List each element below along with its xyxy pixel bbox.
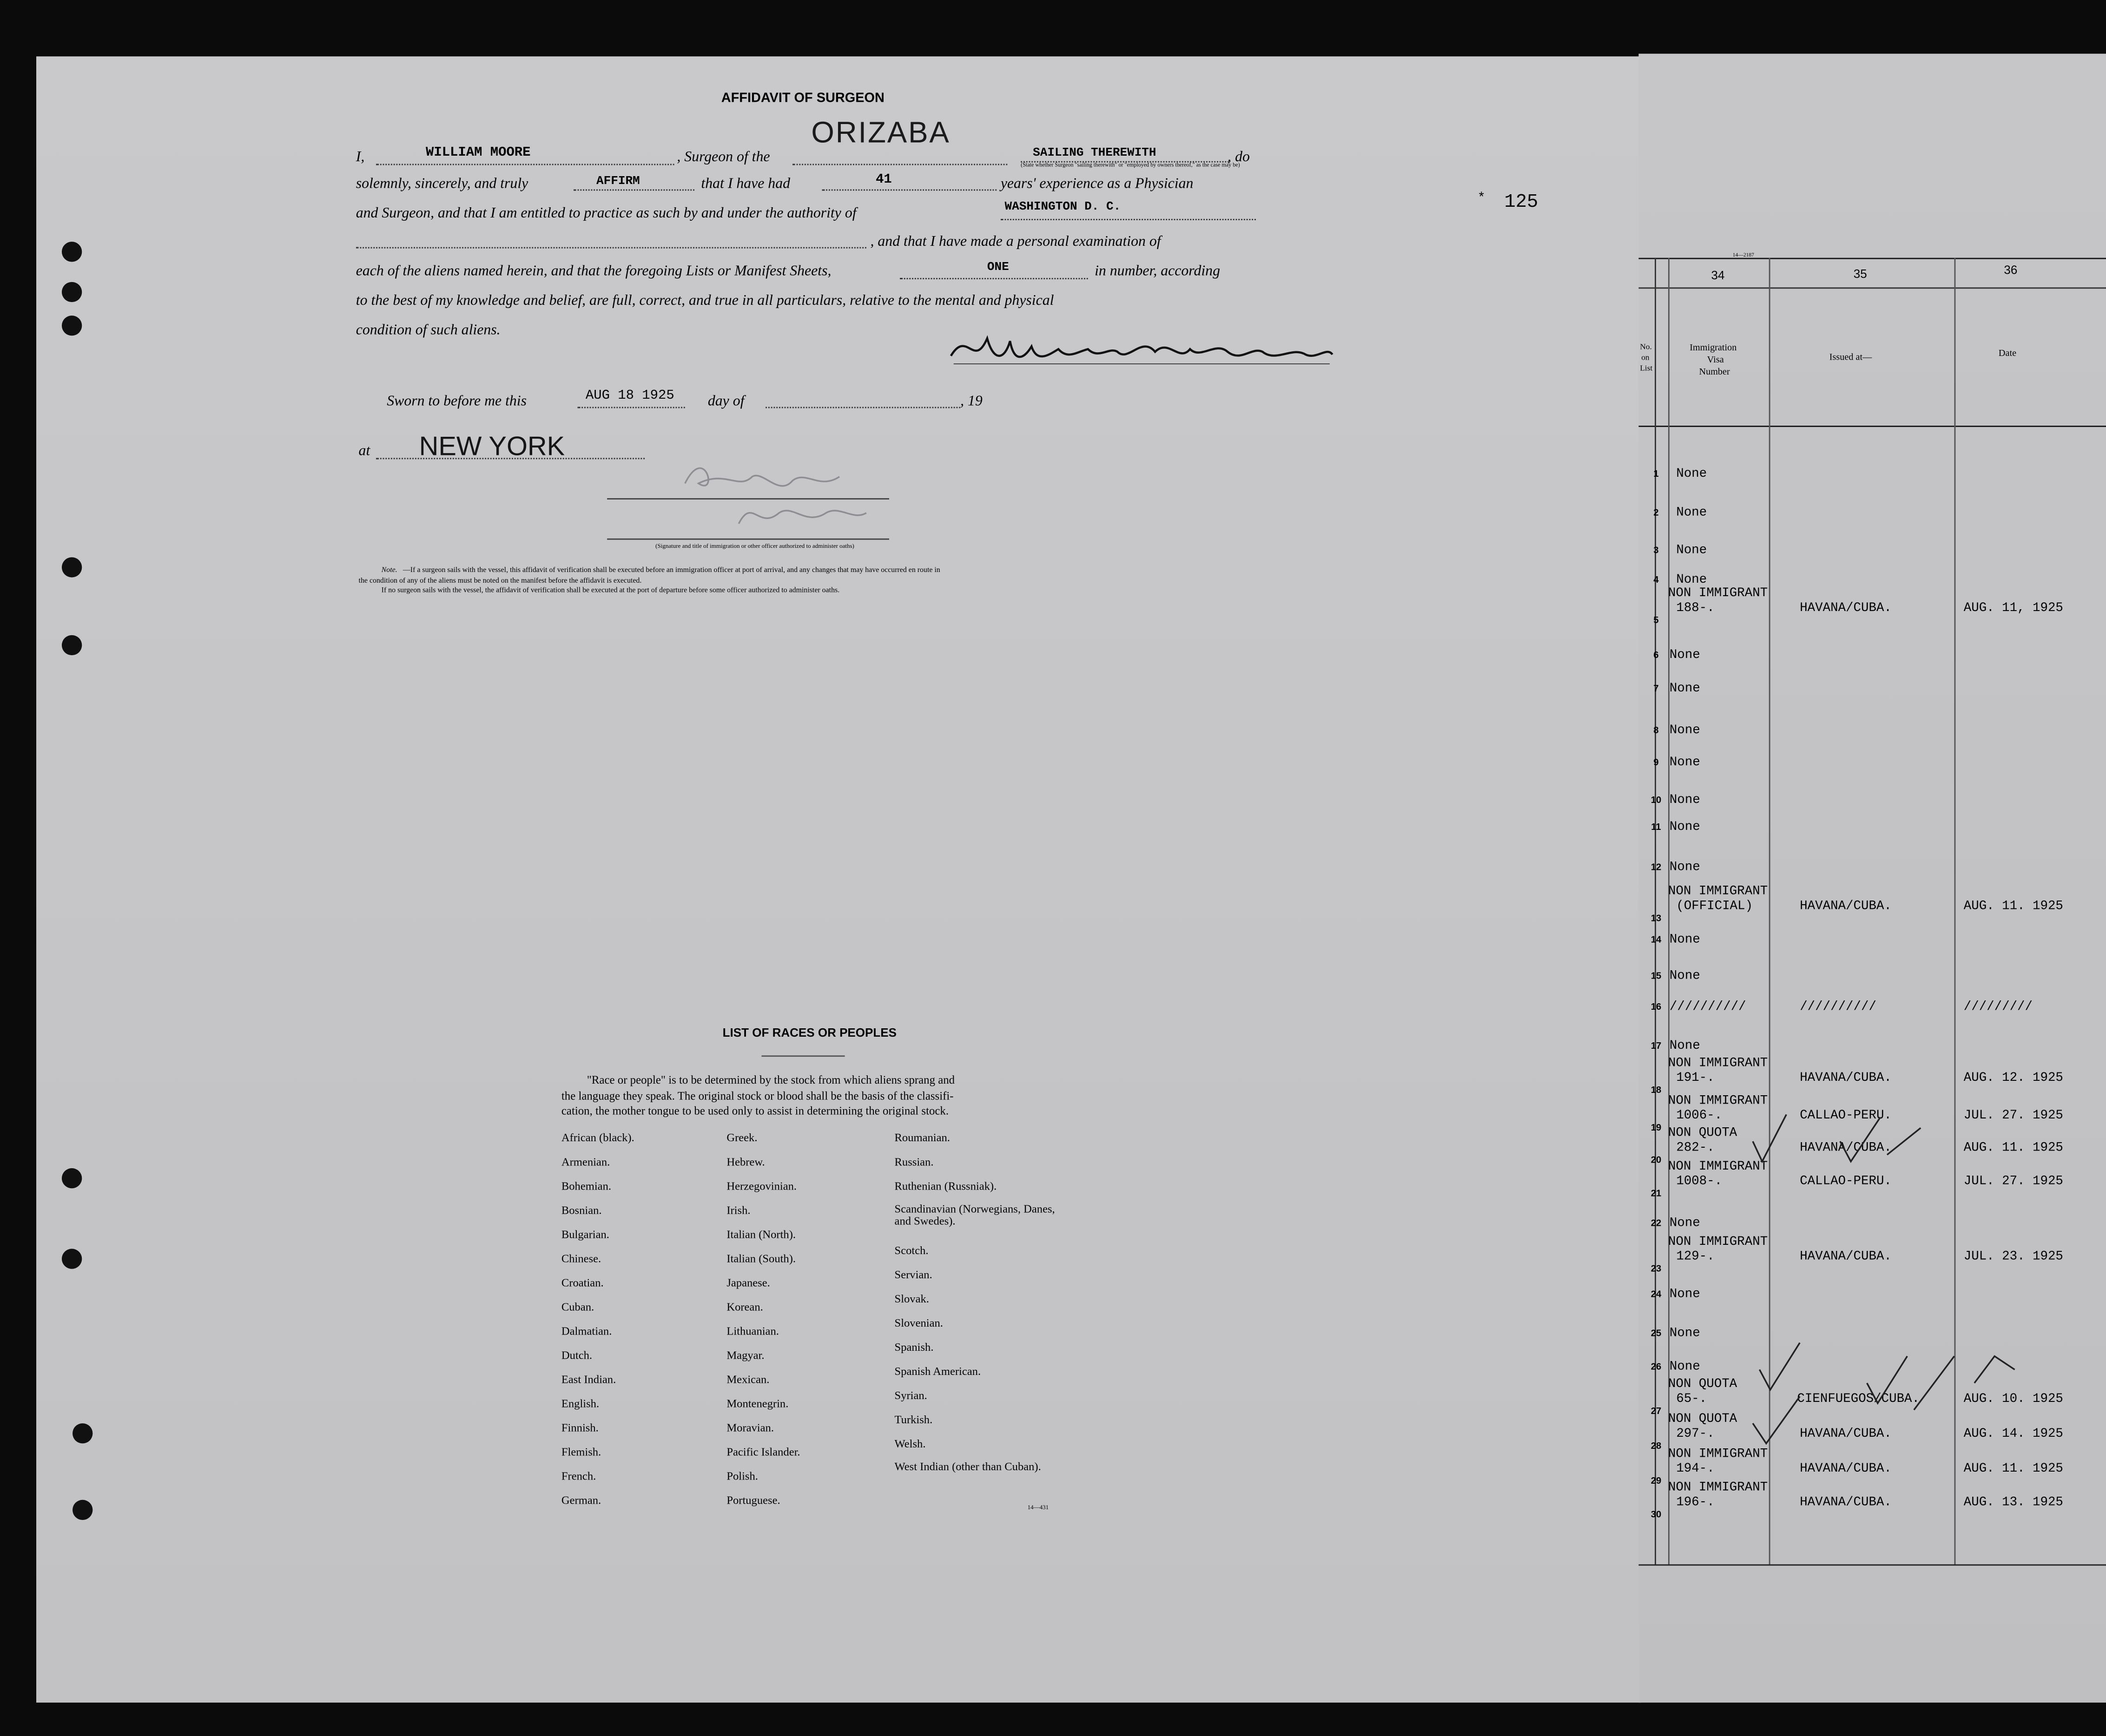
visa-number: None <box>1676 572 1707 587</box>
note-line-3: If no surgeon sails with the vessel, the affidavit of verification shall be executed at the port of departure before some officer authorized to administer oaths. <box>381 586 840 595</box>
race-item: Moravian. <box>726 1420 774 1434</box>
visa-type: NON IMMIGRANT <box>1668 585 1768 600</box>
row-number: 8 <box>1653 726 1659 736</box>
race-item: Scotch. <box>894 1243 929 1257</box>
row-number: 15 <box>1650 972 1662 982</box>
manifest-count: ONE <box>987 260 1009 274</box>
years-experience: 41 <box>876 173 892 188</box>
row-number: 26 <box>1650 1363 1662 1373</box>
visa-number: None <box>1669 755 1700 769</box>
visa-number: None <box>1676 466 1707 481</box>
race-item: Flemish. <box>561 1445 601 1459</box>
affidavit-line2-prefix: solemnly, sincerely, and truly <box>356 176 528 192</box>
visa-number: 191-. <box>1676 1070 1715 1085</box>
visa-number: None <box>1669 932 1700 947</box>
visa-type: NON QUOTA <box>1668 1376 1737 1391</box>
binder-hole <box>73 1423 92 1443</box>
row-number: 16 <box>1650 1003 1662 1013</box>
race-item: Lithuanian. <box>726 1324 779 1338</box>
issued-at: HAVANA/CUBA. <box>1800 1460 1892 1476</box>
affidavit-line5: each of the aliens named herein, and that the foregoing Lists or Manifest Sheets, <box>356 263 832 280</box>
race-item: Bosnian. <box>561 1203 602 1217</box>
row-number: 11 <box>1651 823 1661 833</box>
visa-date: AUG. 12. 1925 <box>1963 1070 2063 1085</box>
affidavit-line3: and Surgeon, and that I am entitled to practice as such by and under the authority of <box>356 205 857 222</box>
visa-type: NON IMMIGRANT <box>1668 883 1768 899</box>
races-intro-3: cation, the mother tongue to be used only to assist in determining the original stock. <box>561 1104 949 1118</box>
surgeon-name: WILLIAM MOORE <box>426 146 531 161</box>
col34-header-3: Number <box>1699 366 1730 378</box>
issued-at: HAVANA/CUBA. <box>1800 600 1892 615</box>
visa-number: 297-. <box>1676 1426 1715 1441</box>
issued-at: HAVANA/CUBA. <box>1800 898 1892 913</box>
note-line-1: —If a surgeon sails with the vessel, this affidavit of verification shall be executed before an immigration officer at port of arrival, and any changes that may have occurred en route in <box>403 566 940 575</box>
visa-number: None <box>1669 1038 1700 1053</box>
visa-number: None <box>1676 542 1707 558</box>
binder-hole <box>62 282 82 302</box>
surgeon-signature <box>940 322 1343 376</box>
visa-number: 1006-. <box>1676 1108 1723 1123</box>
row-number: 30 <box>1650 1510 1662 1520</box>
race-item: Armenian. <box>561 1155 610 1169</box>
visa-number: None <box>1669 1325 1700 1340</box>
issued-at: HAVANA/CUBA. <box>1800 1494 1892 1510</box>
row-number: 23 <box>1650 1265 1662 1275</box>
race-item: Spanish American. <box>894 1364 981 1378</box>
race-item: Turkish. <box>894 1412 933 1426</box>
races-col-1 <box>561 1131 709 1517</box>
ship-name: ORIZABA <box>811 115 951 149</box>
affirm-verb: AFFIRM <box>596 174 640 188</box>
visa-type: NON IMMIGRANT <box>1668 1234 1768 1249</box>
race-item: Cuban. <box>561 1300 594 1314</box>
issued-at: HAVANA/CUBA. <box>1800 1249 1892 1264</box>
race-item: Chinese. <box>561 1251 601 1265</box>
manifest-form-code: 14—2187 <box>1732 251 1754 258</box>
race-item: Portuguese. <box>726 1493 780 1507</box>
affidavit-line2-end: years' experience as a Physician <box>1000 176 1194 192</box>
race-item: Finnish. <box>561 1420 599 1434</box>
races-col-2 <box>726 1131 874 1517</box>
race-item: Italian (North). <box>726 1227 796 1241</box>
row-number: 20 <box>1650 1156 1662 1166</box>
sworn-end: , 19 <box>960 393 983 410</box>
visa-number: None <box>1669 722 1700 737</box>
col35-number: 35 <box>1853 267 1867 281</box>
race-item: Irish. <box>726 1203 751 1217</box>
official-signature <box>658 443 886 537</box>
row-number: 28 <box>1650 1442 1662 1452</box>
visa-date: AUG. 11, 1925 <box>1963 600 2063 615</box>
race-item: Greek. <box>726 1131 758 1144</box>
row-number: 6 <box>1653 651 1659 661</box>
affidavit-line7: condition of such aliens. <box>356 322 501 339</box>
issued-at: HAVANA/CUBA. <box>1800 1426 1892 1441</box>
visa-type: NON IMMIGRANT <box>1668 1158 1768 1174</box>
affidavit-line1-prefix: I, <box>356 149 365 165</box>
race-item: Japanese. <box>726 1276 770 1289</box>
race-item: French. <box>561 1469 596 1483</box>
race-item: Welsh. <box>894 1436 926 1450</box>
row-number: 7 <box>1653 684 1659 694</box>
race-item: Korean. <box>726 1300 763 1314</box>
sworn-date: AUG 18 1925 <box>585 389 674 404</box>
mark-dot: * <box>1477 192 1486 207</box>
races-col-3 <box>895 1131 1063 1493</box>
sworn-prefix: Sworn to before me this <box>387 393 527 410</box>
affidavit-line4: , and that I have made a personal examination of <box>870 233 1161 250</box>
visa-date: JUL. 27. 1925 <box>1963 1108 2063 1123</box>
sailing-status: SAILING THEREWITH <box>1033 146 1156 160</box>
visa-number: (OFFICIAL) <box>1676 898 1753 913</box>
visa-number: None <box>1669 859 1700 875</box>
visa-date: AUG. 10. 1925 <box>1963 1391 2063 1406</box>
row-number: 27 <box>1650 1407 1662 1417</box>
binder-hole <box>62 635 82 655</box>
visa-type: NON QUOTA <box>1668 1125 1737 1140</box>
row-number: 24 <box>1650 1290 1662 1300</box>
col36-header: Date <box>1998 348 2017 359</box>
affidavit-title: AFFIDAVIT OF SURGEON <box>721 91 885 106</box>
no-on-list-1: No. <box>1640 343 1652 352</box>
visa-type: NON IMMIGRANT <box>1668 1055 1768 1071</box>
visa-date: JUL. 27. 1925 <box>1963 1173 2063 1189</box>
row-number: 4 <box>1653 576 1659 585</box>
binder-hole <box>62 557 82 577</box>
row-number: 25 <box>1650 1329 1662 1339</box>
col35-header: Issued at— <box>1829 352 1872 363</box>
visa-date: AUG. 13. 1925 <box>1963 1494 2063 1510</box>
race-item: West Indian (other than Cuban). <box>894 1460 1041 1473</box>
visa-number: None <box>1676 505 1707 520</box>
sworn-place: NEW YORK <box>419 432 565 462</box>
visa-type: NON IMMIGRANT <box>1668 1480 1768 1495</box>
col34-number: 34 <box>1711 268 1725 282</box>
page-number: 125 <box>1504 192 1538 214</box>
visa-date: JUL. 23. 1925 <box>1963 1249 2063 1264</box>
race-item: Italian (South). <box>726 1251 796 1265</box>
race-item: African (black). <box>561 1131 634 1144</box>
sailing-note: (State whether Surgeon "sailing therewith" or "employed by owners thereof," as the case may be) <box>1021 161 1240 168</box>
no-on-list-2: on <box>1641 354 1650 363</box>
race-item: Russian. <box>894 1155 934 1169</box>
row-number: 1 <box>1653 470 1659 480</box>
row-number: 22 <box>1650 1219 1662 1229</box>
note-line-2: the condition of any of the aliens must be noted on the manifest before the affidavit is executed. <box>358 577 642 585</box>
race-item: Croatian. <box>561 1276 604 1289</box>
row-number: 10 <box>1650 796 1662 806</box>
issued-at: CIENFUEGOS/CUBA. <box>1797 1391 1920 1406</box>
visa-date: AUG. 11. 1925 <box>1963 1460 2063 1476</box>
race-item: East Indian. <box>561 1372 616 1386</box>
row-number: 17 <box>1650 1042 1662 1052</box>
no-on-list-3: List <box>1640 365 1653 374</box>
row-number: 19 <box>1650 1124 1662 1133</box>
binder-hole <box>62 1168 82 1188</box>
official-caption: (Signature and title of immigration or other officer authorized to administer oaths) <box>655 542 854 549</box>
binder-hole <box>73 1500 92 1520</box>
visa-number: ////////// <box>1669 999 1746 1014</box>
row-number: 2 <box>1653 509 1659 519</box>
authority: WASHINGTON D. C. <box>1004 200 1121 214</box>
visa-number: 196-. <box>1676 1494 1715 1510</box>
visa-number: None <box>1669 647 1700 662</box>
visa-number: None <box>1669 1215 1700 1230</box>
visa-date: AUG. 14. 1925 <box>1963 1426 2063 1441</box>
race-item: Ruthenian (Russniak). <box>894 1179 997 1193</box>
visa-number: 194-. <box>1676 1460 1715 1476</box>
at-prefix: at <box>358 443 370 460</box>
visa-number: None <box>1669 792 1700 807</box>
sworn-mid: day of <box>707 393 745 410</box>
visa-number: None <box>1669 819 1700 834</box>
row-number: 29 <box>1650 1477 1662 1486</box>
race-item: Roumanian. <box>894 1131 950 1144</box>
visa-number: None <box>1669 1359 1700 1374</box>
row-number: 3 <box>1653 546 1659 556</box>
issued-at: CALLAO-PERU. <box>1800 1173 1892 1189</box>
row-number: 21 <box>1650 1190 1662 1199</box>
affidavit-line1-mid: , Surgeon of the <box>677 149 770 165</box>
races-title: LIST OF RACES OR PEOPLES <box>722 1026 897 1039</box>
issued-at: ////////// <box>1800 999 1876 1014</box>
visa-date: AUG. 11. 1925 <box>1963 1140 2063 1155</box>
visa-number: 65-. <box>1676 1391 1707 1406</box>
races-form-code: 14—431 <box>1027 1504 1049 1511</box>
visa-number: None <box>1669 1286 1700 1302</box>
visa-number: 282-. <box>1676 1140 1715 1155</box>
col34-header-2: Visa <box>1707 354 1724 365</box>
visa-type: NON IMMIGRANT <box>1668 1446 1768 1461</box>
row-number: 18 <box>1650 1086 1662 1096</box>
row-number: 13 <box>1650 914 1662 924</box>
race-item: Syrian. <box>894 1388 927 1402</box>
race-item: Magyar. <box>726 1348 765 1362</box>
col36-number: 36 <box>2004 263 2018 277</box>
visa-type: NON QUOTA <box>1668 1411 1737 1426</box>
race-item: Montenegrin. <box>726 1396 789 1410</box>
race-item: Servian. <box>894 1267 932 1281</box>
row-number: 9 <box>1653 758 1659 768</box>
race-item: Herzegovinian. <box>726 1179 797 1193</box>
race-item: Bulgarian. <box>561 1227 609 1241</box>
race-item: Slovak. <box>894 1291 929 1305</box>
race-item: Scandinavian (Norwegians, Danes, and Swedes). <box>894 1202 1055 1228</box>
issued-at: HAVANA/CUBA. <box>1800 1070 1892 1085</box>
visa-number: 1008-. <box>1676 1173 1723 1189</box>
race-item: Bohemian. <box>561 1179 612 1193</box>
visa-number: None <box>1669 968 1700 983</box>
binder-hole <box>62 1249 82 1269</box>
check-marks <box>1733 1101 2106 1450</box>
visa-date: ///////// <box>1963 999 2033 1014</box>
race-item: Pacific Islander. <box>726 1445 800 1459</box>
race-item: English. <box>561 1396 600 1410</box>
visa-number: None <box>1669 681 1700 696</box>
race-item: Dutch. <box>561 1348 593 1362</box>
row-number: 14 <box>1650 936 1662 946</box>
affidavit-line1-end: , do <box>1228 149 1250 165</box>
race-item: German. <box>561 1493 601 1507</box>
race-item: Mexican. <box>726 1372 770 1386</box>
visa-number: 129-. <box>1676 1249 1715 1264</box>
affidavit-line2-mid: that I have had <box>701 176 791 192</box>
races-intro-1: "Race or people" is to be determined by the stock from which aliens sprang and <box>587 1072 955 1086</box>
race-item: Slovenian. <box>894 1315 943 1329</box>
issued-at: HAVANA/CUBA. <box>1800 1140 1892 1155</box>
issued-at: CALLAO-PERU. <box>1800 1108 1892 1123</box>
race-item: Dalmatian. <box>561 1324 612 1338</box>
binder-hole <box>62 316 82 335</box>
note-label: Note. <box>381 566 397 575</box>
affidavit-line5-end: in number, according <box>1095 263 1220 280</box>
col34-header-1: Immigration <box>1690 342 1737 353</box>
row-number: 12 <box>1650 863 1662 873</box>
race-item: Polish. <box>726 1469 758 1483</box>
visa-type: NON IMMIGRANT <box>1668 1093 1768 1108</box>
visa-number: 188-. <box>1676 600 1715 615</box>
visa-date: AUG. 11. 1925 <box>1963 898 2063 913</box>
row-number: 5 <box>1653 616 1659 626</box>
races-intro-2: the language they speak. The original stock or blood shall be the basis of the classifi- <box>561 1089 954 1103</box>
race-item: Spanish. <box>894 1340 934 1354</box>
race-item: Hebrew. <box>726 1155 765 1169</box>
binder-hole <box>62 242 82 262</box>
affidavit-line6: to the best of my knowledge and belief, are full, correct, and true in all particulars, relative to the mental and physical <box>356 292 1054 309</box>
